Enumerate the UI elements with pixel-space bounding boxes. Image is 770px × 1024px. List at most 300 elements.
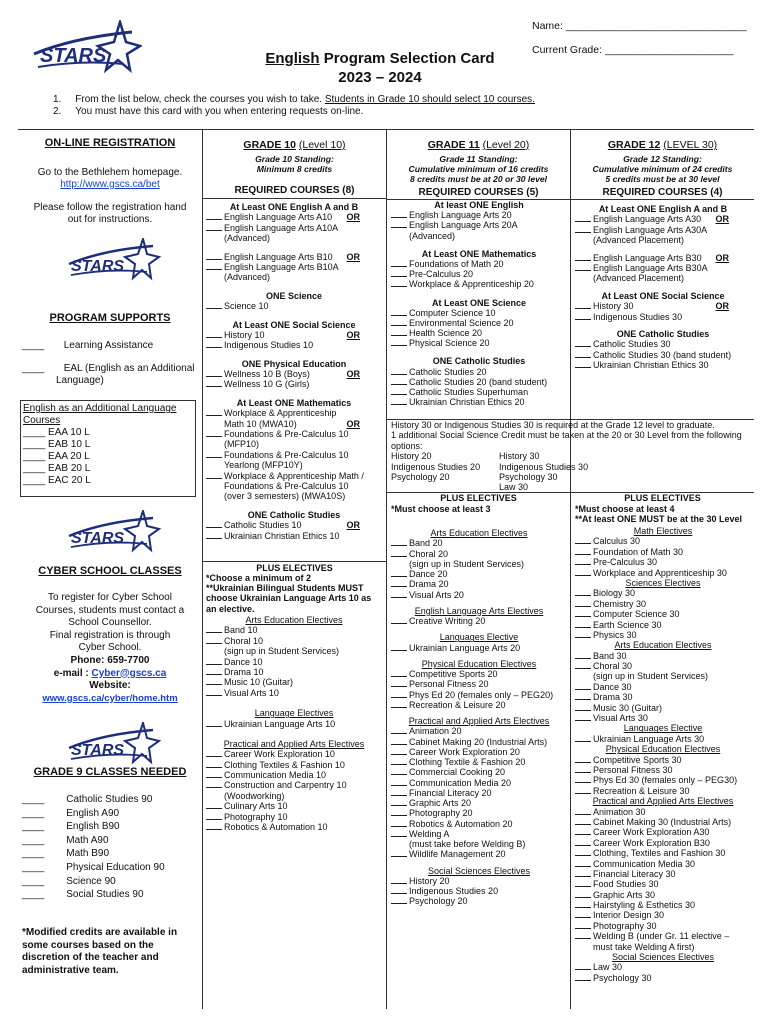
checkbox-blank[interactable] [206, 408, 222, 416]
checkbox-blank[interactable] [206, 625, 222, 633]
checkbox-blank[interactable] [575, 599, 591, 607]
checkbox-blank[interactable] [206, 770, 222, 778]
checkbox-blank[interactable] [575, 786, 591, 794]
course-option[interactable] [391, 737, 567, 747]
checkbox-blank[interactable] [391, 377, 407, 385]
checkbox-blank[interactable] [575, 557, 591, 565]
course-option[interactable] [391, 367, 567, 377]
course-option[interactable] [206, 760, 382, 770]
checkbox-blank[interactable] [575, 859, 591, 867]
stars-logo-3 [67, 510, 162, 558]
course-option[interactable] [206, 212, 382, 222]
course-group-heading: At Least ONE Social Science [232, 319, 356, 330]
course-label: Foundations & Pre-Calculus 10 [224, 480, 349, 491]
checkbox-blank[interactable] [575, 734, 591, 742]
elective-group-heading: Languages Elective [439, 632, 519, 643]
checkbox-blank[interactable]: ____ [22, 794, 45, 805]
checkbox-blank[interactable] [391, 798, 407, 806]
checkbox-blank[interactable] [575, 536, 591, 544]
checkbox-blank[interactable] [575, 225, 591, 233]
course-label: Dance 20 [409, 569, 448, 579]
course-label: (MFP10) [224, 439, 260, 450]
grade9-course[interactable] [22, 888, 165, 902]
checkbox-blank[interactable] [575, 253, 591, 261]
checkbox-blank[interactable]: ____ [22, 821, 45, 833]
course-option[interactable] [575, 900, 751, 910]
course-option[interactable] [391, 700, 567, 710]
course-option[interactable] [206, 471, 382, 481]
checkbox-blank[interactable] [391, 308, 407, 316]
checkbox-blank[interactable] [391, 876, 407, 884]
course-option[interactable] [206, 429, 382, 439]
checkbox-blank[interactable] [391, 896, 407, 904]
bethlehem-link[interactable]: http://www.gscs.ca/bet [60, 179, 160, 190]
support-eal[interactable]: ____ EAL (English as an Additional [22, 362, 195, 374]
course-option[interactable] [575, 609, 751, 619]
course-option[interactable] [206, 625, 382, 635]
course-option[interactable] [575, 301, 751, 311]
course-note [391, 559, 567, 569]
checkbox-blank[interactable] [391, 259, 407, 267]
checkbox-blank[interactable] [391, 747, 407, 755]
course-option[interactable] [575, 661, 751, 671]
checkbox-blank[interactable] [575, 848, 591, 856]
course-option[interactable] [575, 651, 751, 661]
course-option[interactable] [391, 579, 567, 589]
or-label: OR [346, 520, 360, 531]
checkbox-blank[interactable] [575, 807, 591, 815]
checkbox-blank[interactable] [575, 339, 591, 347]
course-option[interactable] [575, 682, 751, 692]
checkbox-blank[interactable] [575, 692, 591, 700]
course-option[interactable] [206, 636, 382, 646]
course-option[interactable] [575, 817, 751, 827]
course-label: (Advanced Placement) [593, 273, 685, 284]
course-option[interactable] [391, 397, 567, 407]
course-option[interactable] [391, 538, 567, 548]
course-option[interactable] [575, 225, 751, 235]
grade9-course[interactable] [22, 820, 165, 834]
course-option[interactable] [575, 536, 751, 546]
elective-group-heading: Arts Education Electives [614, 640, 712, 651]
checkbox-blank[interactable] [575, 263, 591, 271]
course-label: Choral 20 [409, 548, 449, 559]
course-label: Welding A [409, 828, 450, 839]
support-learning-assistance[interactable]: ____ Learning Assistance [22, 340, 154, 351]
checkbox-blank[interactable]: ____ [22, 848, 45, 860]
checkbox-blank[interactable] [575, 775, 591, 783]
course-label: Clothing Textiles & Fashion 10 [224, 759, 345, 770]
cyber-email-link[interactable]: Cyber@gscs.ca [91, 667, 167, 679]
checkbox-blank[interactable] [206, 223, 222, 231]
course-option[interactable] [391, 767, 567, 777]
course-option[interactable] [206, 450, 382, 460]
checkbox-blank[interactable] [391, 579, 407, 587]
checkbox-blank[interactable] [575, 931, 591, 939]
eal-eab20[interactable]: ____ EAB 20 L [23, 463, 91, 474]
eal-eac20[interactable]: ____ EAC 20 L [23, 475, 91, 486]
grade9-course[interactable] [22, 834, 165, 848]
follow-instructions: Please follow the registration hand out for instructions. [33, 202, 187, 225]
course-option[interactable] [575, 755, 751, 765]
course-label: Food Studies 30 [593, 879, 659, 890]
checkbox-blank[interactable] [206, 520, 222, 528]
course-option[interactable] [391, 338, 567, 348]
checkbox-blank[interactable] [206, 657, 222, 665]
checkbox-blank[interactable] [391, 397, 407, 405]
checkbox-blank[interactable] [391, 757, 407, 765]
course-option[interactable] [575, 557, 751, 567]
course-option[interactable] [575, 973, 751, 983]
checkbox-blank[interactable] [575, 910, 591, 918]
course-option[interactable] [391, 726, 567, 736]
checkbox-blank[interactable] [391, 778, 407, 786]
checkbox-blank[interactable] [391, 788, 407, 796]
course-option[interactable] [575, 890, 751, 900]
course-option[interactable] [206, 330, 382, 340]
course-label: Phys Ed 30 (females only – PEG30) [593, 775, 738, 786]
course-option[interactable] [575, 703, 751, 713]
course-label: English Language Arts B30 [593, 252, 702, 263]
checkbox-blank[interactable] [391, 318, 407, 326]
checkbox-blank[interactable] [206, 822, 222, 830]
course-option[interactable] [206, 770, 382, 780]
course-label: Science 10 [224, 301, 269, 312]
course-option[interactable] [575, 859, 751, 869]
cyber-website-link[interactable]: www.gscs.ca/cyber/home.htm [42, 692, 178, 704]
checkbox-blank[interactable] [206, 262, 222, 270]
checkbox-blank[interactable] [206, 812, 222, 820]
course-option[interactable] [575, 775, 751, 785]
cyber-school-title: CYBER SCHOOL CLASSES [38, 565, 182, 577]
course-option[interactable] [575, 910, 751, 920]
course-option[interactable] [391, 829, 567, 839]
course-option[interactable] [206, 262, 382, 272]
checkbox-blank[interactable]: ____ [22, 861, 45, 873]
course-option[interactable] [575, 734, 751, 744]
checkbox-blank[interactable] [391, 279, 407, 287]
course-option[interactable] [206, 749, 382, 759]
checkbox-blank[interactable] [391, 700, 407, 708]
course-option[interactable] [391, 328, 567, 338]
course-option[interactable] [575, 588, 751, 598]
grade10-required-list [206, 202, 382, 541]
course-option[interactable] [391, 590, 567, 600]
elective-group-heading: Languages Elective [623, 723, 703, 734]
course-option[interactable] [391, 308, 567, 318]
checkbox-blank[interactable] [575, 962, 591, 970]
course-option[interactable] [391, 849, 567, 859]
checkbox-blank[interactable] [206, 369, 222, 377]
checkbox-blank[interactable] [206, 677, 222, 685]
checkbox-blank[interactable] [575, 755, 591, 763]
eal-eaa10[interactable]: ____ EAA 10 L [23, 427, 90, 438]
course-option[interactable] [206, 677, 382, 687]
checkbox-blank[interactable] [391, 829, 407, 837]
course-option[interactable] [391, 886, 567, 896]
course-option[interactable] [575, 350, 751, 360]
course-option[interactable] [391, 757, 567, 767]
course-option[interactable] [391, 210, 567, 220]
course-option[interactable] [206, 688, 382, 698]
checkbox-blank[interactable] [206, 719, 222, 727]
course-option[interactable] [575, 921, 751, 931]
checkbox-blank[interactable] [575, 360, 591, 368]
course-option[interactable] [391, 778, 567, 788]
grade9-course[interactable] [22, 861, 165, 875]
course-option[interactable] [391, 876, 567, 886]
current-grade-field[interactable]: Current Grade: ______________________ [532, 44, 734, 56]
checkbox-blank[interactable] [391, 338, 407, 346]
checkbox-blank[interactable] [575, 765, 591, 773]
checkbox-blank[interactable] [575, 838, 591, 846]
checkbox-blank[interactable] [391, 328, 407, 336]
checkbox-blank[interactable] [391, 220, 407, 228]
course-option[interactable] [575, 263, 751, 273]
checkbox-blank[interactable] [575, 588, 591, 596]
checkbox-blank[interactable] [391, 643, 407, 651]
checkbox-blank[interactable] [391, 819, 407, 827]
checkbox-blank[interactable] [391, 690, 407, 698]
checkbox-blank[interactable] [206, 429, 222, 437]
course-option[interactable] [391, 808, 567, 818]
eal-eaa20[interactable]: ____ EAA 20 L [23, 451, 90, 462]
checkbox-blank[interactable] [206, 212, 222, 220]
checkbox-blank[interactable] [391, 669, 407, 677]
course-option[interactable] [575, 568, 751, 578]
course-option[interactable] [206, 223, 382, 233]
checkbox-blank[interactable] [575, 661, 591, 669]
course-option[interactable] [206, 301, 382, 311]
course-option[interactable] [391, 318, 567, 328]
course-option[interactable] [575, 312, 751, 322]
course-option[interactable] [391, 788, 567, 798]
checkbox-blank[interactable]: ____ [22, 875, 45, 887]
checkbox-blank[interactable] [575, 703, 591, 711]
checkbox-blank[interactable] [206, 471, 222, 479]
checkbox-blank[interactable] [575, 651, 591, 659]
course-option[interactable] [206, 520, 382, 530]
course-option[interactable] [206, 408, 382, 418]
course-group-heading: At Least ONE English A and B [598, 204, 728, 214]
grade11-plus-note: *Must choose at least 3 [391, 504, 491, 514]
checkbox-blank[interactable] [206, 252, 222, 260]
course-option[interactable] [575, 827, 751, 837]
checkbox-blank[interactable] [206, 636, 222, 644]
checkbox-blank[interactable] [575, 620, 591, 628]
course-option[interactable] [575, 692, 751, 702]
course-option[interactable] [206, 657, 382, 667]
course-option[interactable] [391, 690, 567, 700]
course-option[interactable] [575, 786, 751, 796]
course-option[interactable] [206, 719, 382, 729]
course-label: Pre-Calculus 20 [409, 269, 474, 280]
checkbox-blank[interactable] [391, 387, 407, 395]
course-label: Catholic Studies Superhuman [409, 387, 529, 397]
checkbox-blank[interactable] [206, 749, 222, 757]
checkbox-blank[interactable] [206, 780, 222, 788]
program-supports-list [22, 340, 195, 388]
checkbox-blank[interactable] [391, 808, 407, 816]
eal-eab10[interactable]: ____ EAB 10 L [23, 439, 91, 450]
course-option[interactable] [391, 747, 567, 757]
course-option[interactable] [206, 369, 382, 379]
course-option[interactable] [206, 812, 382, 822]
checkbox-blank[interactable] [391, 549, 407, 557]
grade9-course[interactable] [22, 875, 165, 889]
checkbox-blank[interactable] [575, 921, 591, 929]
name-field[interactable]: Name: _______________________________ [532, 20, 747, 32]
course-option[interactable] [206, 252, 382, 262]
course-option[interactable] [206, 801, 382, 811]
checkbox-blank[interactable] [575, 630, 591, 638]
divider-2 [386, 129, 387, 1009]
checkbox-blank[interactable] [575, 869, 591, 877]
checkbox-blank[interactable] [206, 330, 222, 338]
course-option[interactable] [206, 531, 382, 541]
course-option[interactable] [575, 879, 751, 889]
course-option[interactable] [575, 869, 751, 879]
checkbox-blank[interactable] [391, 590, 407, 598]
checkbox-blank[interactable] [391, 269, 407, 277]
grade10-required-heading: REQUIRED COURSES (8) [234, 185, 355, 196]
checkbox-blank[interactable] [391, 737, 407, 745]
course-option[interactable] [391, 798, 567, 808]
elective-group-heading: Sciences Electives [625, 577, 701, 588]
checkbox-blank[interactable] [575, 890, 591, 898]
course-label: Yearlong (MFP10Y) [224, 460, 303, 471]
course-option[interactable] [575, 360, 751, 370]
checkbox-blank[interactable] [391, 569, 407, 577]
course-option[interactable] [575, 620, 751, 630]
checkbox-blank[interactable] [206, 688, 222, 696]
course-option[interactable] [391, 679, 567, 689]
checkbox-blank[interactable] [575, 547, 591, 555]
course-option[interactable] [206, 667, 382, 677]
course-option[interactable] [391, 643, 567, 653]
checkbox-blank[interactable]: ____ [22, 889, 45, 901]
course-option[interactable] [575, 962, 751, 972]
checkbox-blank[interactable] [391, 767, 407, 775]
checkbox-blank[interactable] [575, 817, 591, 825]
grade9-course[interactable] [22, 807, 165, 821]
course-option[interactable] [575, 253, 751, 263]
course-option[interactable] [575, 807, 751, 817]
course-option[interactable] [391, 896, 567, 906]
course-option[interactable] [206, 822, 382, 832]
course-label: Social Studies 90 [66, 889, 144, 901]
checkbox-blank[interactable] [575, 350, 591, 358]
course-option[interactable] [575, 214, 751, 224]
checkbox-blank[interactable] [391, 886, 407, 894]
course-option[interactable] [391, 259, 567, 269]
checkbox-blank[interactable] [575, 713, 591, 721]
checkbox-blank[interactable] [391, 726, 407, 734]
checkbox-blank[interactable] [391, 616, 407, 624]
grade10-plus-note: *Choose a minimum of 2 **Ukrainian Bilingual Students MUST choose Ukrainian Language Arts 10 as an elective. [206, 573, 372, 614]
checkbox-blank[interactable]: ____ [22, 834, 45, 846]
course-note [206, 481, 382, 491]
checkbox-blank[interactable] [206, 667, 222, 675]
course-option[interactable] [575, 931, 751, 941]
grade12-standing: Grade 12 Standing: Cumulative minimum of 24 credits 5 credits must be at 30 level [592, 154, 733, 184]
course-option[interactable] [575, 838, 751, 848]
course-option[interactable] [206, 780, 382, 790]
checkbox-blank[interactable] [575, 609, 591, 617]
grade9-course[interactable] [22, 847, 165, 861]
checkbox-blank[interactable] [206, 379, 222, 387]
checkbox-blank[interactable] [206, 531, 222, 539]
course-option[interactable] [391, 819, 567, 829]
course-option[interactable] [391, 279, 567, 289]
course-option[interactable] [575, 547, 751, 557]
course-label: Career Work Exploration 10 [224, 749, 335, 760]
course-label: Math A90 [66, 834, 109, 846]
checkbox-blank[interactable] [575, 879, 591, 887]
checkbox-blank[interactable] [206, 801, 222, 809]
course-option[interactable] [206, 379, 382, 389]
course-option[interactable] [206, 340, 382, 350]
course-option[interactable] [391, 377, 567, 387]
checkbox-blank[interactable] [575, 973, 591, 981]
checkbox-blank[interactable]: ____ [22, 807, 45, 819]
checkbox-blank[interactable] [206, 450, 222, 458]
course-option[interactable] [575, 765, 751, 775]
checkbox-blank[interactable] [575, 827, 591, 835]
checkbox-blank[interactable] [391, 367, 407, 375]
social-option: Indigenous Studies 30 [499, 461, 589, 472]
checkbox-blank[interactable] [575, 900, 591, 908]
course-label: Foundations & Pre-Calculus 10 [224, 449, 349, 460]
checkbox-blank[interactable] [391, 210, 407, 218]
course-option[interactable] [391, 616, 567, 626]
course-group-heading: At Least ONE Mathematics [236, 397, 352, 408]
course-note [575, 942, 751, 952]
course-label: Indigenous Studies 10 [224, 340, 314, 351]
checkbox-blank[interactable] [391, 849, 407, 857]
course-option[interactable] [391, 220, 567, 230]
checkbox-blank[interactable] [391, 538, 407, 546]
elective-group-heading: Practical and Applied Arts Electives [592, 796, 734, 807]
course-label: Personal Fitness 30 [593, 764, 673, 775]
course-option[interactable] [575, 713, 751, 723]
course-option[interactable] [575, 848, 751, 858]
course-option[interactable] [391, 387, 567, 397]
course-option[interactable] [575, 630, 751, 640]
course-label: Communication Media 10 [224, 770, 327, 781]
checkbox-blank[interactable] [575, 301, 591, 309]
course-label: Cabinet Making 20 (Industrial Arts) [409, 736, 548, 747]
checkbox-blank[interactable] [575, 568, 591, 576]
course-option[interactable] [575, 339, 751, 349]
spacer [206, 390, 382, 398]
course-option[interactable] [391, 269, 567, 279]
course-option[interactable] [391, 669, 567, 679]
course-option[interactable] [575, 599, 751, 609]
course-label: (Advanced) [224, 233, 271, 244]
course-option[interactable] [391, 569, 567, 579]
checkbox-blank[interactable] [206, 301, 222, 309]
checkbox-blank[interactable] [575, 214, 591, 222]
grade9-course[interactable] [22, 793, 165, 807]
course-label: Catholic Studies 30 (band student) [593, 349, 732, 360]
checkbox-blank[interactable] [206, 760, 222, 768]
checkbox-blank[interactable] [391, 679, 407, 687]
course-option[interactable] [391, 549, 567, 559]
checkbox-blank[interactable] [206, 340, 222, 348]
checkbox-blank[interactable] [575, 682, 591, 690]
checkbox-blank[interactable] [575, 312, 591, 320]
